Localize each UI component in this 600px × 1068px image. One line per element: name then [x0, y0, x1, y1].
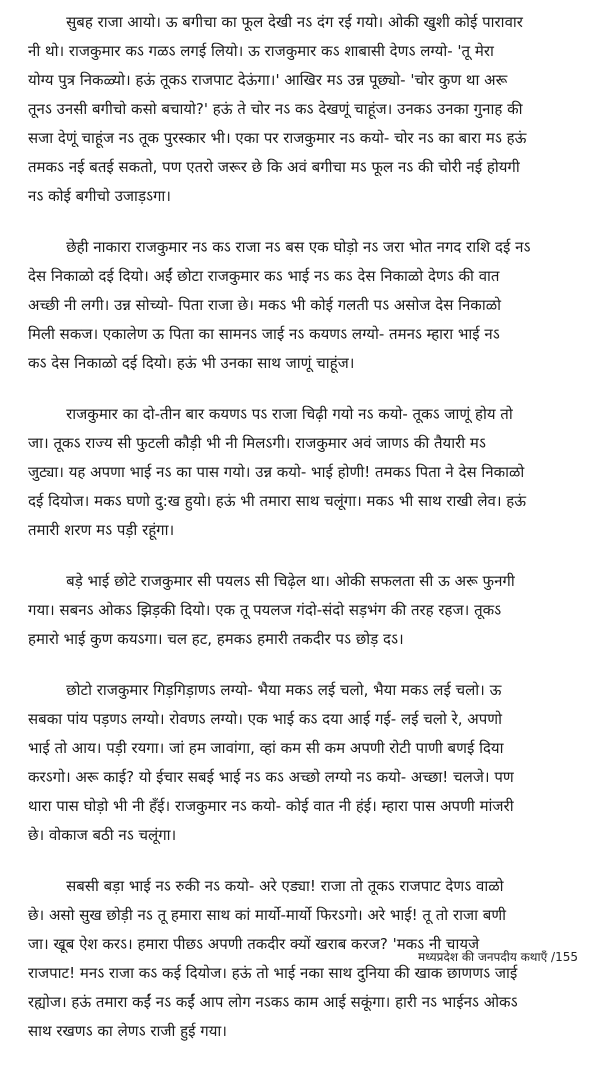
- text-line: थारा पास घोड़ो भी नी हँई। राजकुमार नऽ कयो- कोई वात नी हंई। म्हारा पास अपणी मांजरी: [28, 797, 514, 815]
- text-line: छोटो राजकुमार गिड़गिड़ाणऽ लग्यो- भैया मकऽ लई चलो, भैया मकऽ लई चलो। ऊ: [28, 681, 502, 699]
- text-line: गया। सबनऽ ओकऽ झिड़की दियो। एक तू पयलज गंदो-संदो सड़भंग की तरह रहज। तूकऽ: [28, 601, 502, 619]
- text-line: राजकुमार का दो-तीन बार कयणऽ पऽ राजा चिढ़ी गयो नऽ कयो- तूकऽ जाणूं होय तो: [28, 405, 513, 423]
- text-line: मिली सकज। एकालेण ऊ पिता का सामनऽ जाई नऽ कयणऽ लग्यो- तमनऽ म्हारा भाई नऽ: [28, 325, 500, 343]
- page-footer: मध्यप्रदेश की जनपदीय कथाएँ /155: [418, 950, 578, 964]
- text-line: हमारो भाई कुण कयऽगा। चल हट, हमकऽ हमारी तकदीर पऽ छोड़ दऽ।: [28, 630, 404, 648]
- text-line: छे। असो सुख छोड़ी नऽ तू हमारा साथ कां मार्यो-मार्यो फिरऽगो। अरे भाई! तू तो राजा बणी: [28, 906, 507, 924]
- paragraph-2: [28, 233, 578, 378]
- text-line: जा। तूकऽ राज्य सी फुटली कौड़ी भी नी मिलऽगी। राजकुमार अवं जाणऽ की तैयारी मऽ: [28, 434, 486, 452]
- text-line: नी थो। राजकुमार कऽ गळऽ लगई लियो। ऊ राजकुमार कऽ शाबासी देणऽ लग्यो- 'तू मेरा: [28, 42, 494, 60]
- paragraph-1: [28, 8, 578, 211]
- text-line: तमकऽ नई बतई सकतो, पण एतरो जरूर छे कि अवं बगीचा मऽ फूल नऽ की चोरी नई होयगी: [28, 158, 520, 176]
- text-line: रह्योज। हऊं तमारा कईं नऽ कईं आप लोग नऽकऽ काम आई सकूंगा। हारी नऽ भाईनऽ ओकऽ: [28, 993, 518, 1011]
- paragraph-4: [28, 567, 578, 654]
- text-line: सजा देणूं चाहूंज नऽ तूक पुरस्कार भी। एका पर राजकुमार नऽ कयो- चोर नऽ का बारा मऽ हऊं: [28, 129, 527, 147]
- text-line: छेही नाकारा राजकुमार नऽ कऽ राजा नऽ बस एक घोड़ो नऽ जरा भोत नगद राशि दई नऽ: [28, 238, 531, 256]
- text-line: सबसी बड़ा भाई नऽ रुकी नऽ कयो- अरे एड्या! राजा तो तूकऽ राजपाट देणऽ वाळो: [28, 877, 504, 895]
- text-line: नऽ कोई बगीचो उजाड़ऽगा।: [28, 187, 171, 205]
- text-line: योग्य पुत्र निकळ्यो। हऊं तूकऽ राजपाट देऊंगा।' आखिर मऽ उन्न पूछ्यो- 'चोर कुण था अरू: [28, 71, 508, 89]
- paragraph-5: [28, 676, 578, 850]
- text-line: सबका पांय पड़णऽ लग्यो। रोवणऽ लग्यो। एक भाई कऽ दया आई गई- लई चलो रे, अपणो: [28, 710, 502, 728]
- text-line: छे। वोकाज बठी नऽ चलूंगा।: [28, 826, 177, 844]
- paragraph-3: [28, 400, 578, 545]
- text-line: तूनऽ उनसी बगीचो कसो बचायो?' हऊं ते चोर नऽ कऽ देखणूं चाहूंज। उनकऽ उनका गुनाह की: [28, 100, 523, 118]
- text-line: देस निकाळो दई दियो। अईं छोटा राजकुमार कऽ भाई नऽ कऽ देस निकाळो देणऽ की वात: [28, 267, 500, 285]
- text-line: भाई तो आय। पड़ी रयगा। जां हम जावांगा, व्हां कम सी कम अपणी रोटी पाणी बणई दिया: [28, 739, 504, 757]
- text-line: राजपाट! मनऽ राजा कऽ कई दियोज। हऊं तो भाई नका साथ दुनिया की खाक छाणणऽ जाई: [28, 964, 518, 982]
- text-line: जुट्या। यह अपणा भाई नऽ का पास गयो। उन्न कयो- भाई होणी! तमकऽ पिता ने देस निकाळो: [28, 463, 525, 481]
- text-line: साथ रखणऽ का लेणऽ राजी हुई गया।: [28, 1022, 227, 1040]
- text-line: जा। खूब ऐश करऽ। हमारा पीछऽ अपणी तकदीर क्यों खराब करज? 'मकऽ नी चायजे: [28, 935, 480, 953]
- text-line: तमारी शरण मऽ पड़ी रहूंगा।: [28, 521, 175, 539]
- text-line: करऽगो। अरू काई? यो ईचार सबई भाई नऽ कऽ अच्छो लग्यो नऽ कयो- अच्छा! चलजे। पण: [28, 768, 514, 786]
- text-line: दई दियोज। मकऽ घणो दु:ख हुयो। हऊं भी तमारा साथ चलूंगा। मकऽ भी साथ राखी लेव। हऊं: [28, 492, 527, 510]
- text-line: बड़े भाई छोटे राजकुमार सी पयलऽ सी चिढ़ेल था। ओकी सफलता सी ऊ अरू फुनगी: [28, 572, 515, 590]
- page-body: [28, 8, 578, 1068]
- text-line: सुबह राजा आयो। ऊ बगीचा का फूल देखी नऽ दंग रई गयो। ओकी खुशी कोई पारावार: [28, 13, 523, 31]
- text-line: कऽ देस निकाळो दई दियो। हऊं भी उनका साथ जाणूं चाहूंज।: [28, 354, 355, 372]
- text-line: अच्छी नी लगी। उन्न सोच्यो- पिता राजा छे। मकऽ भी कोई गलती पऽ असोज देस निकाळो: [28, 296, 501, 314]
